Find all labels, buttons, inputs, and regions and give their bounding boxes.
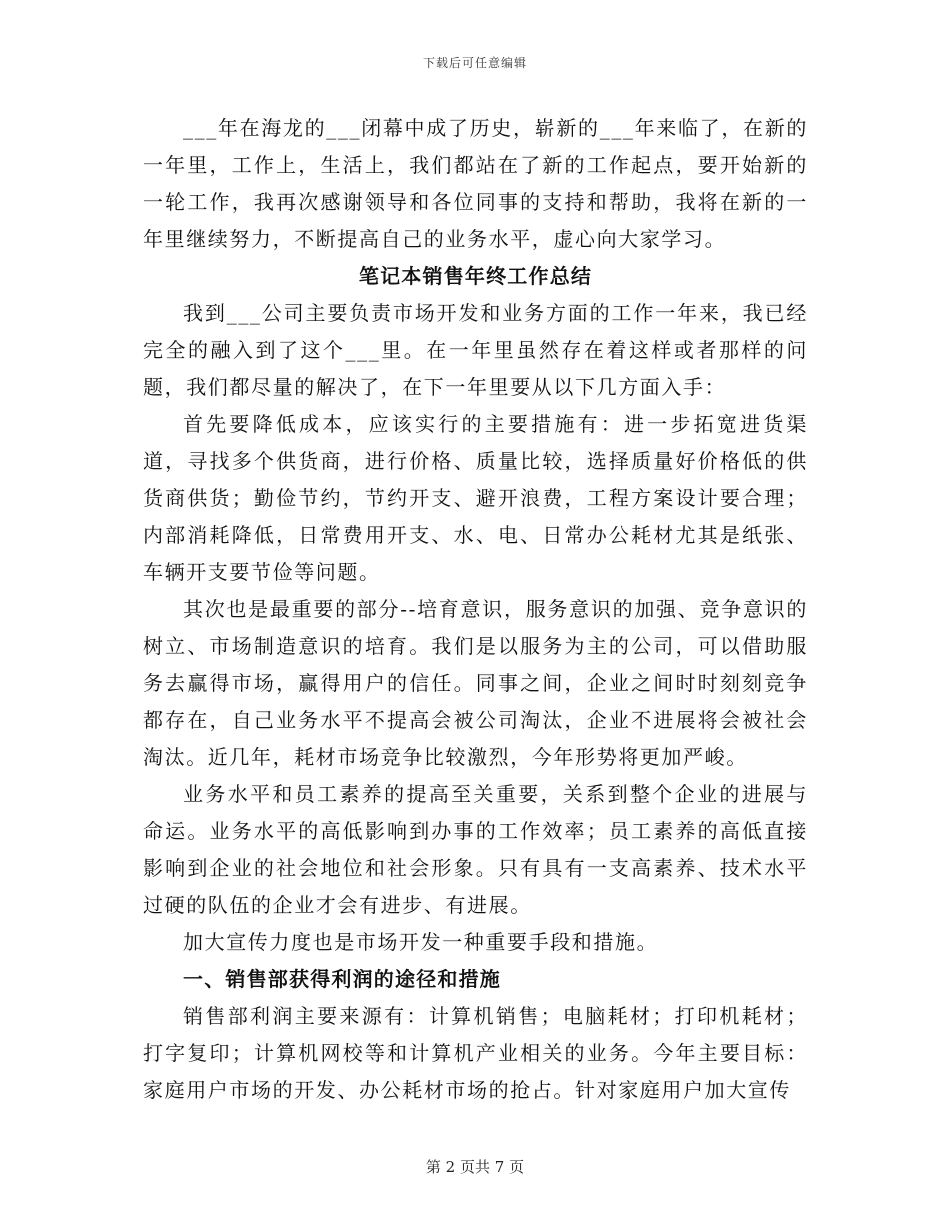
paragraph-2: 首先要降低成本，应该实行的主要措施有：进一步拓宽进货渠道，寻找多个供货商，进行价格、质量比较，选择质量好价格低的供货商供货；勤俭节约，节约开支、避开浪费，工程方案设计要合理；内部消耗降低，日常费用开支、水、电、日常办公耗材尤其是纸张、车辆开支要节俭等问题。: [143, 412, 808, 584]
section-heading: 一、销售部获得利润的途径和措施: [183, 967, 501, 991]
paragraph-6: 销售部利润主要来源有：计算机销售；电脑耗材；打印机耗材；打字复印；计算机网校等和计算机产业相关的业务。今年主要目标：家庭用户市场的开发、办公耗材市场的抢占。针对家庭用户加大宣传: [143, 1004, 808, 1102]
intro-paragraph: ___年在海龙的___闭幕中成了历史，崭新的___年来临了，在新的一年里，工作上，生活上，我们都站在了新的工作起点，要开始新的一轮工作，我再次感谢领导和各位同事的支持和帮助，我将在新的一年里继续努力，不断提高自己的业务水平，虚心向大家学习。: [143, 116, 808, 251]
document-title: 笔记本销售年终工作总结: [358, 264, 593, 288]
page-number: 第 2 页共 7 页: [425, 1158, 525, 1176]
paragraph-1: 我到___公司主要负责市场开发和业务方面的工作一年来，我已经完全的融入到了这个___里。在一年里虽然存在着这样或者那样的问题，我们都尽量的解决了，在下一年里要从以下几方面入手：: [143, 301, 808, 399]
paragraph-5: 加大宣传力度也是市场开发一种重要手段和措施。: [183, 930, 659, 954]
paragraph-4: 业务水平和员工素养的提高至关重要，关系到整个企业的进展与命运。业务水平的高低影响到办事的工作效率；员工素养的高低直接影响到企业的社会地位和社会形象。只有具有一支高素养、技术水平过硬的队伍的企业才会有进步、有进展。: [143, 782, 808, 917]
page-header: 下载后可任意编辑: [422, 56, 527, 70]
document-body: [143, 110, 808, 1109]
paragraph-3: 其次也是最重要的部分--培育意识，服务意识的加强、竞争意识的树立、市场制造意识的培育。我们是以服务为主的公司，可以借助服务去赢得市场，赢得用户的信任。同事之间，企业之间时时刻刻竞争都存在，自己业务水平不提高会被公司淘汰，企业不进展将会被社会淘汰。近几年，耗材市场竞争比较激烈，今年形势将更加严峻。: [143, 597, 808, 769]
